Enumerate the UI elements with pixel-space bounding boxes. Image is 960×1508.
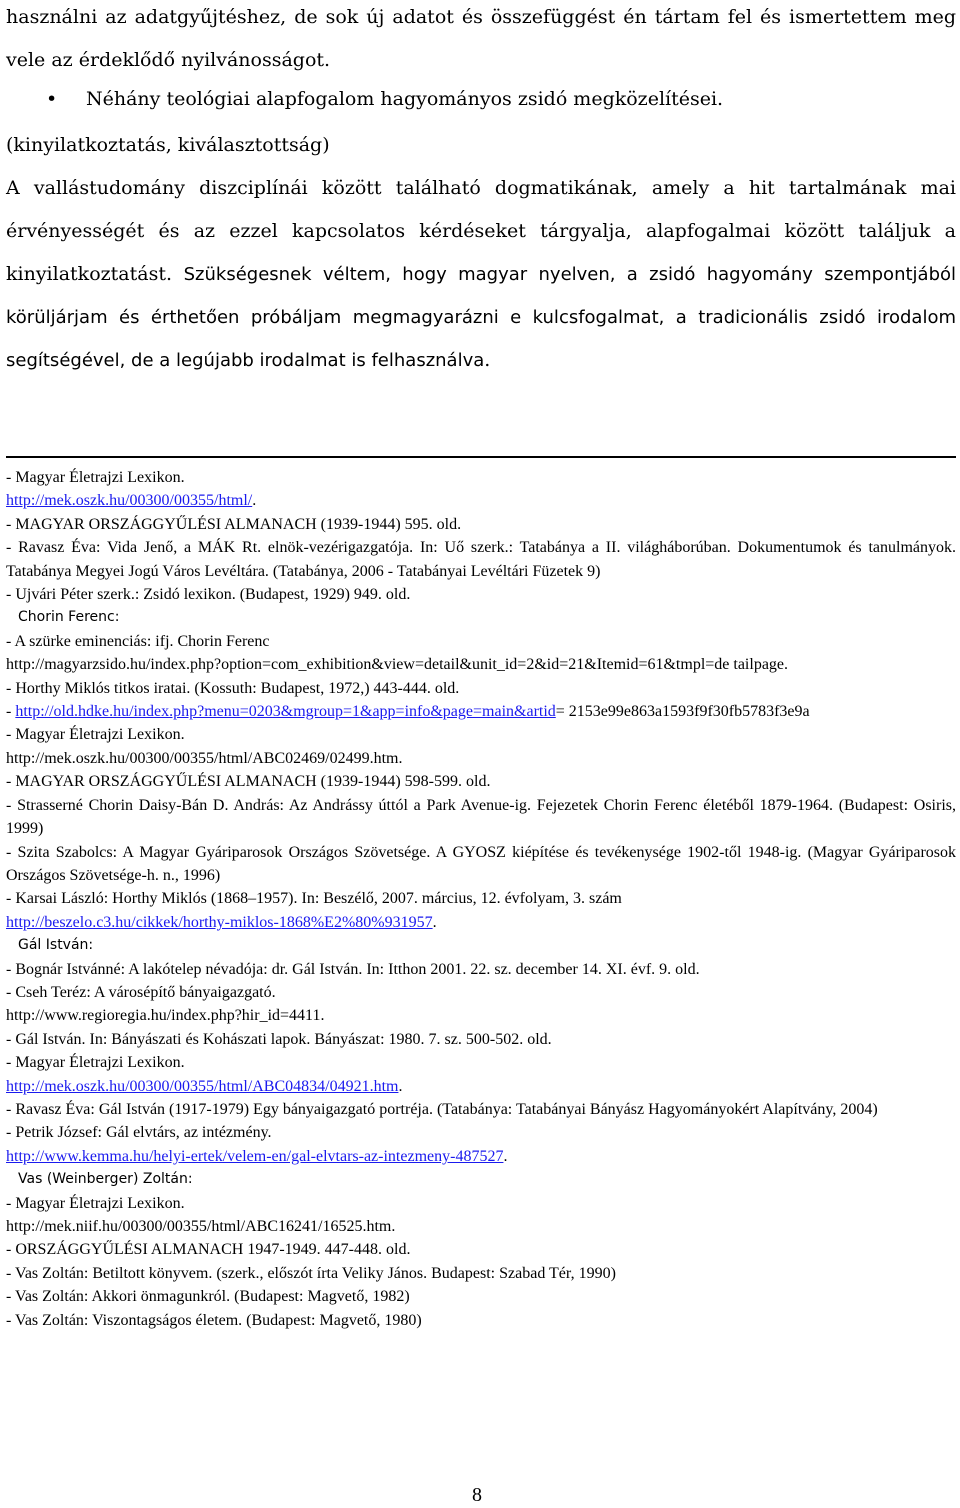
- footnote-heading: Chorin Ferenc:: [18, 609, 120, 626]
- footnotes-section: [6, 466, 956, 1332]
- footnote-line: [6, 700, 956, 723]
- page-number: 8: [472, 1484, 482, 1506]
- footnote-line: - Vas Zoltán: Betiltott könyvem. (szerk., előszót írta Veliky János. Budapest: Szabad Tér, 1990): [6, 1264, 616, 1282]
- footnote-line: [6, 911, 956, 934]
- footnote-line: http://www.regioregia.hu/index.php?hir_id=4411.: [6, 1007, 325, 1025]
- paragraph-intro: használni az adatgyűjtéshez, de sok új adatot és összefüggést én tártam fel és ismertettem meg vele az érdeklődő nyilvánosságot.: [6, 6, 956, 71]
- paragraph-main-end: .: [484, 349, 491, 371]
- bullet-dot-icon: •: [46, 88, 58, 110]
- footnote-line: http://magyarzsido.hu/index.php?option=com_exhibition&view=detail&unit_id=2&id=21&Itemid=61&tmpl=de tailpage.: [6, 656, 789, 674]
- footnote-line: - Gál István. In: Bányászati és Kohászati lapok. Bányászat: 1980. 7. sz. 500-502. old.: [6, 1030, 552, 1048]
- footnote-line: - Strasserné Chorin Daisy-Bán D. András: Az Andrássy úttól a Park Avenue-ig. Fejezetek Chorin Ferenc életéből 1879-1964. (Budapest: Osiris, 1999): [6, 796, 956, 838]
- footnote-line: [6, 1145, 956, 1168]
- footnote-suffix: .: [432, 913, 437, 931]
- footnote-line: [6, 489, 956, 512]
- footnote-line: - Vas Zoltán: Akkori önmagunkról. (Budapest: Magvető, 1982): [6, 1288, 410, 1306]
- footnote-line: - Szita Szabolcs: A Magyar Gyáriparosok Országos Szövetsége. A GYOSZ kiépítése és tevékenysége 1902-től 1948-ig. (Magyar Gyáriparosok Országos Szövetsége-h. n., 1996): [6, 843, 956, 884]
- footnote-line: - Ravasz Éva: Gál István (1917-1979) Egy bányaigazgató portréja. (Tatabánya: Tatabányai Bányász Hagyományokért Alapítvány, 2004): [6, 1100, 878, 1118]
- footnote-line: - MAGYAR ORSZÁGGYŰLÉSI ALMANACH (1939-1944) 598-599. old.: [6, 773, 491, 791]
- footnote-line: - Magyar Életrajzi Lexikon.: [6, 1194, 185, 1212]
- paragraph-main-sans: Szükségesnek véltem, hogy magyar nyelven, a zsidó hagyomány szempontjából körüljárjam és érthetően próbáljam megmagyarázni e kulcsfogalmat, a tradicionális zsidó irodalom segítségével, de a legújabb irodalmat is felhasználva: [6, 264, 957, 371]
- footnote-line: - Petrik József: Gál elvtárs, az intézmény.: [6, 1124, 272, 1142]
- footnote-line: - Horthy Miklós titkos iratai. (Kossuth: Budapest, 1972,) 443-444. old.: [6, 679, 460, 697]
- footnote-heading: Gál István:: [18, 937, 94, 954]
- footnote-suffix: = 2153e99e863a1593f9f30fb5783f3e9a: [555, 703, 810, 721]
- footnote-line: - Cseh Teréz: A városépítő bányaigazgató.: [6, 983, 276, 1001]
- footnote-line: [6, 1075, 956, 1098]
- paragraph-main-serif: A vallástudomány diszciplínái között található dogmatikának, amely a hit tartalmának mai érvényességét és az ezzel kapcsolatos kérdéseket tárgyalja, alapfogalmai között találjuk a kinyilatkoztatást.: [6, 177, 956, 285]
- footnote-link[interactable]: http://www.kemma.hu/helyi-ertek/velem-en/gal-elvtars-az-intezmeny-487527: [6, 1147, 504, 1165]
- footnote-prefix: -: [6, 703, 16, 721]
- footnote-suffix: .: [503, 1147, 508, 1165]
- footnote-link[interactable]: http://mek.oszk.hu/00300/00355/html/ABC04834/04921.htm: [6, 1077, 399, 1095]
- footnote-line: - Magyar Életrajzi Lexikon.: [6, 1054, 185, 1072]
- bullet-item-text: Néhány teológiai alapfogalom hagyományos zsidó megközelítései.: [86, 88, 724, 110]
- footnote-link[interactable]: http://beszelo.c3.hu/cikkek/horthy-miklos-1868%E2%80%931957: [6, 913, 433, 931]
- footnote-link[interactable]: http://mek.oszk.hu/00300/00355/html/: [6, 492, 253, 510]
- footnote-line: - Bognár Istvánné: A lakótelep névadója: dr. Gál István. In: Itthon 2001. 22. sz. december 14. XI. évf. 9. old.: [6, 960, 700, 978]
- footnote-separator: [6, 456, 956, 458]
- footnote-line: - A szürke eminenciás: ifj. Chorin Ferenc: [6, 632, 270, 650]
- footnote-line: - Ujvári Péter szerk.: Zsidó lexikon. (Budapest, 1929) 949. old.: [6, 586, 411, 604]
- footnote-line: - Ravasz Éva: Vida Jenő, a MÁK Rt. elnök-vezérigazgatója. In: Uő szerk.: Tatabánya a II. világháborúban. Dokumentumok és tanulmányok. Tatabánya Megyei Jogú Város Levéltára. (Tatabánya, 2006 - Tatabányai Levéltári Füzetek 9): [6, 539, 956, 580]
- footnote-line: http://mek.oszk.hu/00300/00355/html/ABC02469/02499.htm.: [6, 749, 403, 767]
- paragraph-subtitle: (kinyilatkoztatás, kiválasztottság): [6, 134, 330, 156]
- footnote-line: - Vas Zoltán: Viszontagságos életem. (Budapest: Magvető, 1980): [6, 1311, 422, 1329]
- paragraph-main: [6, 167, 956, 382]
- footnote-suffix: .: [252, 492, 257, 510]
- footnote-link[interactable]: http://old.hdke.hu/index.php?menu=0203&mgroup=1&app=info&page=main&artid: [15, 703, 556, 721]
- footnote-heading: Vas (Weinberger) Zoltán:: [18, 1171, 193, 1188]
- footnote-line: - ORSZÁGGYŰLÉSI ALMANACH 1947-1949. 447-448. old.: [6, 1241, 411, 1259]
- footnote-line: - Magyar Életrajzi Lexikon.: [6, 726, 185, 744]
- footnote-line: - MAGYAR ORSZÁGGYŰLÉSI ALMANACH (1939-1944) 595. old.: [6, 515, 462, 533]
- footnote-line: http://mek.niif.hu/00300/00355/html/ABC16241/16525.htm.: [6, 1218, 396, 1235]
- footnote-line: - Karsai László: Horthy Miklós (1868–1957). In: Beszélő, 2007. március, 12. évfolyam, 3. szám: [6, 890, 622, 908]
- footnote-suffix: .: [398, 1077, 403, 1095]
- footnote-line: - Magyar Életrajzi Lexikon.: [6, 469, 185, 486]
